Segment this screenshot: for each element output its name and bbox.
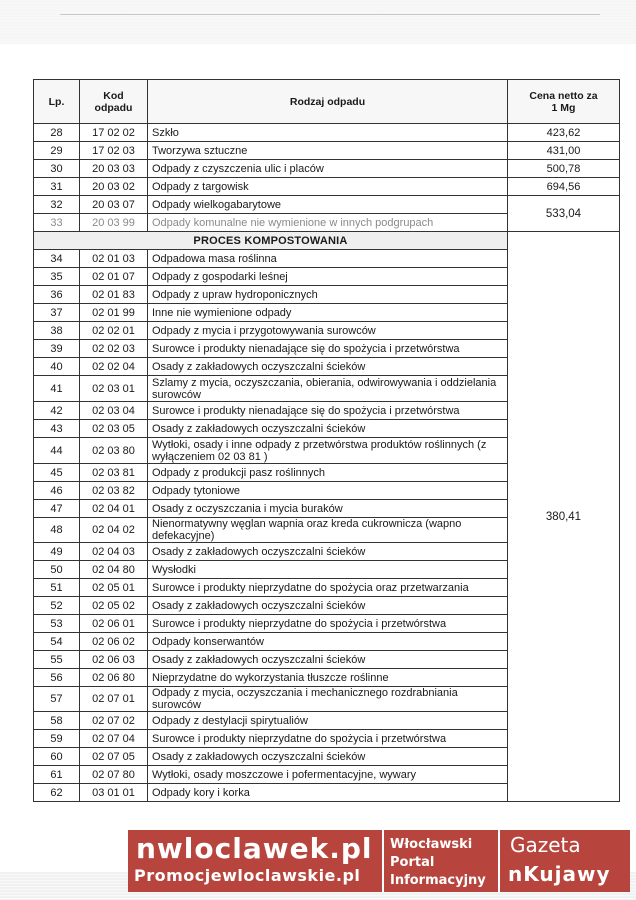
row-code: 20 03 99: [80, 214, 148, 232]
row-desc: Inne nie wymienione odpady: [148, 304, 508, 322]
row-lp: 35: [34, 268, 80, 286]
row-lp: 43: [34, 420, 80, 438]
row-code: 02 02 03: [80, 340, 148, 358]
row-desc: Szlamy z mycia, oczyszczania, obierania, odwirowywania i oddzielania surowców: [148, 376, 508, 402]
row-lp: 40: [34, 358, 80, 376]
row-desc: Odpady z czyszczenia ulic i placów: [148, 160, 508, 178]
header-price-line2: 1 Mg: [551, 101, 576, 114]
row-desc: Odpady komunalne nie wymienione w innych podgrupach: [148, 214, 508, 232]
portal-line-3: Informacyjny: [390, 873, 486, 888]
row-lp: 36: [34, 286, 80, 304]
row-code: 02 07 01: [80, 687, 148, 712]
row-desc: Osady z zakładowych oczyszczalni ścieków: [148, 748, 508, 766]
table-row: [34, 196, 620, 214]
row-lp: 53: [34, 615, 80, 633]
row-lp: 54: [34, 633, 80, 651]
row-lp: 42: [34, 402, 80, 420]
row-code: 02 06 80: [80, 669, 148, 687]
portal-line-1: Włocławski: [390, 837, 473, 852]
row-desc: Wytłoki, osady moszczowe i pofermentacyjne, wywary: [148, 766, 508, 784]
table-row: [34, 124, 620, 142]
row-lp: 28: [34, 124, 80, 142]
row-lp: 34: [34, 250, 80, 268]
row-lp: 38: [34, 322, 80, 340]
row-lp: 30: [34, 160, 80, 178]
row-code: 20 03 03: [80, 160, 148, 178]
row-desc: Wysłodki: [148, 561, 508, 579]
row-desc: Tworzywa sztuczne: [148, 142, 508, 160]
row-code: 02 04 01: [80, 500, 148, 518]
merged-price-32-33: 533,04: [508, 196, 620, 232]
row-desc: Odpady wielkogabarytowe: [148, 196, 508, 214]
merged-price-compost: 380,41: [508, 232, 620, 802]
table-row: [34, 160, 620, 178]
row-code: 03 01 01: [80, 784, 148, 802]
row-code: 20 03 02: [80, 178, 148, 196]
row-code: 02 05 02: [80, 597, 148, 615]
row-desc: Surowce i produkty nieprzydatne do spożycia oraz przetwarzania: [148, 579, 508, 597]
gazeta-title: Gazeta: [510, 833, 581, 857]
row-code: 02 07 80: [80, 766, 148, 784]
header-price-line1: Cena netto za: [529, 89, 598, 102]
row-code: 02 06 01: [80, 615, 148, 633]
row-code: 02 03 82: [80, 482, 148, 500]
header-lp: Lp.: [34, 80, 80, 124]
row-code: 17 02 02: [80, 124, 148, 142]
row-code: 02 03 01: [80, 376, 148, 402]
section-title: PROCES KOMPOSTOWANIA: [34, 232, 508, 250]
row-desc: Odpady tytoniowe: [148, 482, 508, 500]
row-code: 02 02 01: [80, 322, 148, 340]
row-desc: Surowce i produkty nieprzydatne do spożycia i przetwórstwa: [148, 730, 508, 748]
row-code: 02 01 83: [80, 286, 148, 304]
row-desc: Odpady z mycia i przygotowywania surowców: [148, 322, 508, 340]
row-code: 02 06 02: [80, 633, 148, 651]
row-lp: 41: [34, 376, 80, 402]
row-price: 694,56: [508, 178, 620, 196]
table-row: [34, 142, 620, 160]
row-code: 02 07 04: [80, 730, 148, 748]
section-row: [34, 232, 620, 250]
row-code: 02 07 05: [80, 748, 148, 766]
row-desc: Odpady z targowisk: [148, 178, 508, 196]
row-lp: 39: [34, 340, 80, 358]
row-code: 02 01 03: [80, 250, 148, 268]
footer-banner-gazeta[interactable]: [498, 830, 630, 892]
row-lp: 47: [34, 500, 80, 518]
row-lp: 52: [34, 597, 80, 615]
row-lp: 61: [34, 766, 80, 784]
row-code: 02 04 80: [80, 561, 148, 579]
waste-price-table: [33, 79, 620, 802]
row-desc: Szkło: [148, 124, 508, 142]
row-code: 02 01 07: [80, 268, 148, 286]
row-lp: 31: [34, 178, 80, 196]
header-desc: Rodzaj odpadu: [148, 80, 508, 124]
row-desc: Odpady kory i korka: [148, 784, 508, 802]
site-secondary-text: Promocjewloclawskie.pl: [134, 866, 361, 885]
row-desc: Osady z zakładowych oczyszczalni ścieków: [148, 651, 508, 669]
row-lp: 45: [34, 464, 80, 482]
scan-artifact-top: [0, 0, 636, 44]
row-lp: 62: [34, 784, 80, 802]
row-desc: Osady z zakładowych oczyszczalni ścieków: [148, 597, 508, 615]
scan-line: [60, 14, 600, 15]
row-price: 431,00: [508, 142, 620, 160]
footer-banner-site[interactable]: [128, 830, 382, 892]
row-lp: 32: [34, 196, 80, 214]
row-lp: 55: [34, 651, 80, 669]
row-desc: Odpadowa masa roślinna: [148, 250, 508, 268]
row-code: 02 02 04: [80, 358, 148, 376]
row-desc: Nienormatywny węglan wapnia oraz kreda cukrownicza (wapno defekacyjne): [148, 518, 508, 543]
row-code: 20 03 07: [80, 196, 148, 214]
row-code: 02 07 02: [80, 712, 148, 730]
row-desc: Wytłoki, osady i inne odpady z przetwórstwa produktów roślinnych (z wyłączeniem 02 03 81 ): [148, 438, 508, 464]
row-desc: Osady z zakładowych oczyszczalni ścieków: [148, 358, 508, 376]
header-code: Kod odpadu: [80, 80, 148, 124]
row-lp: 58: [34, 712, 80, 730]
row-code: 02 03 80: [80, 438, 148, 464]
row-code: 02 06 03: [80, 651, 148, 669]
footer-banner-portal[interactable]: [382, 830, 498, 892]
row-lp: 46: [34, 482, 80, 500]
row-lp: 49: [34, 543, 80, 561]
row-lp: 57: [34, 687, 80, 712]
row-lp: 51: [34, 579, 80, 597]
row-desc: Odpady z upraw hydroponicznych: [148, 286, 508, 304]
row-desc: Surowce i produkty nienadające się do spożycia i przetwórstwa: [148, 340, 508, 358]
row-desc: Odpady z destylacji spirytualiów: [148, 712, 508, 730]
site-logo-text: nwloclawek.pl: [136, 832, 373, 865]
row-code: 02 04 03: [80, 543, 148, 561]
row-lp: 33: [34, 214, 80, 232]
row-desc: Osady z oczyszczania i mycia buraków: [148, 500, 508, 518]
row-lp: 37: [34, 304, 80, 322]
row-desc: Odpady konserwantów: [148, 633, 508, 651]
row-lp: 59: [34, 730, 80, 748]
row-desc: Surowce i produkty nienadające się do spożycia i przetwórstwa: [148, 402, 508, 420]
row-desc: Surowce i produkty nieprzydatne do spożycia i przetwórstwa: [148, 615, 508, 633]
row-price: 500,78: [508, 160, 620, 178]
row-desc: Odpady z mycia, oczyszczania i mechanicznego rozdrabniania surowców: [148, 687, 508, 712]
row-code: 02 03 05: [80, 420, 148, 438]
portal-line-2: Portal: [390, 855, 435, 870]
row-code: 02 03 81: [80, 464, 148, 482]
table-header-row: [34, 80, 620, 124]
row-lp: 44: [34, 438, 80, 464]
row-desc: Osady z zakładowych oczyszczalni ścieków: [148, 420, 508, 438]
row-lp: 29: [34, 142, 80, 160]
row-lp: 50: [34, 561, 80, 579]
row-lp: 48: [34, 518, 80, 543]
row-code: 02 04 02: [80, 518, 148, 543]
row-desc: Odpady z gospodarki leśnej: [148, 268, 508, 286]
row-code: 02 03 04: [80, 402, 148, 420]
row-lp: 60: [34, 748, 80, 766]
row-code: 17 02 03: [80, 142, 148, 160]
gazeta-name: nKujawy: [508, 862, 611, 886]
row-desc: Odpady z produkcji pasz roślinnych: [148, 464, 508, 482]
row-code: 02 05 01: [80, 579, 148, 597]
row-lp: 56: [34, 669, 80, 687]
row-desc: Osady z zakładowych oczyszczalni ścieków: [148, 543, 508, 561]
row-price: 423,62: [508, 124, 620, 142]
row-code: 02 01 99: [80, 304, 148, 322]
header-price: [508, 80, 620, 124]
row-desc: Nieprzydatne do wykorzystania tłuszcze roślinne: [148, 669, 508, 687]
table-row: [34, 178, 620, 196]
